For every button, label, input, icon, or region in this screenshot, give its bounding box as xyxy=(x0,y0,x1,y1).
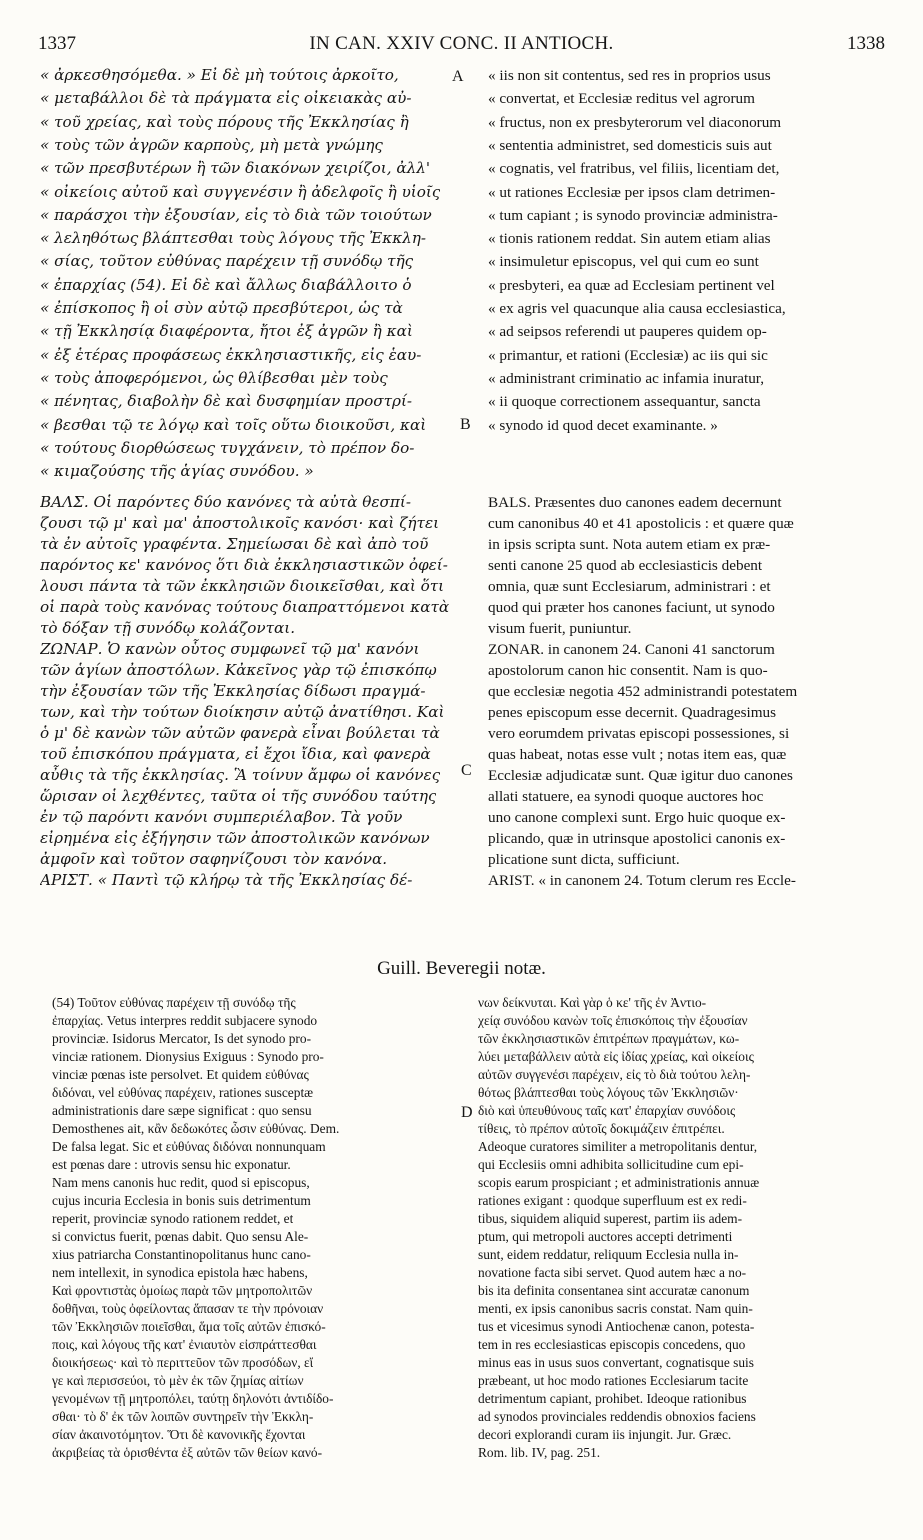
text-line: BALS. Præsentes duo canones eadem decernunt xyxy=(488,494,782,511)
text-line: οἱ παρὰ τοὺς κανόνας τούτους διαπραττόμενοι κατὰ xyxy=(40,598,450,616)
text-line: plicando, quæ in utrinsque apostolici canonis ex- xyxy=(488,830,786,847)
notes-left-column xyxy=(52,994,454,1469)
text-line: « τῶν πρεσβυτέρων ἢ τῶν διακόνων χειρίζοι, ἀλλ' xyxy=(40,159,431,178)
text-line: senti canone 25 quod ab ecclesiasticis debent xyxy=(488,557,763,574)
text-line: « insimuletur episcopus, vel qui cum eo sunt xyxy=(488,253,759,271)
text-line: τῶν ἐκκλησιαστικῶν ἐπιτρέπων πραγμάτων, κω- xyxy=(478,1031,740,1046)
text-line: decori explorandi curam iis injungit. Jur. Græc. xyxy=(478,1427,732,1442)
text-line: ὁ μ' δὲ κανὼν τῶν αὐτῶν φανερὰ εἶναι βούλεται τὰ xyxy=(40,724,440,742)
page-number-right: 1338 xyxy=(847,33,885,54)
text-line: « τοὺς τῶν ἀγρῶν καρποὺς, μὴ μετὰ γνώμης xyxy=(40,135,383,154)
text-line: « fructus, non ex presbyterorum vel diaconorum xyxy=(488,113,782,131)
text-line: σίαν ἀκαινοτόμητον. Ὅτι δὲ κανονικῆς ἔχονται xyxy=(52,1427,306,1442)
text-line: in ipsis scripta sunt. Nota autem etiam ex præ- xyxy=(488,536,771,553)
text-line: νων δείκνυται. Καὶ γὰρ ὁ κε' τῆς ἐν Ἀντιο- xyxy=(478,995,707,1010)
text-line: que ecclesiæ negotia 452 administrandi potestatem xyxy=(488,683,798,700)
text-line: τίθεις, τὸ πρέπον αὐτοῖς δοκιμάζειν ἐπιτρέπει. xyxy=(478,1121,725,1136)
text-line: Nam mens canonis huc redit, quod si episcopus, xyxy=(52,1175,310,1190)
text-line: tibus, siquidem aliquid superest, partim iis adem- xyxy=(478,1211,743,1226)
text-line: Adeoque curatores similiter a metropolitanis dentur, xyxy=(478,1139,758,1154)
text-line: qui Ecclesiis omni adhibita sollicitudine cum epi- xyxy=(478,1157,744,1172)
text-line: « primantur, et rationi (Ecclesiæ) ac iis qui sic xyxy=(488,346,768,364)
text-line: « iis non sit contentus, sed res in proprios usus xyxy=(488,67,771,84)
text-line: « τοῦ χρείας, καὶ τοὺς πόρους τῆς Ἐκκλησίας ἢ xyxy=(40,112,409,131)
text-line: ἀμφοῖν καὶ τοῦτον σαφηνίζουσι τὸν κανόνα. xyxy=(40,850,388,868)
text-line: Ecclesiæ adjudicatæ sunt. Quæ igitur duo canones xyxy=(488,767,793,784)
margin-marker-d: D xyxy=(461,1104,473,1121)
text-line: « κιμαζούσης τῆς ἁγίας συνόδου. » xyxy=(40,462,314,481)
text-line: omnia, quæ sunt Ecclesiarum, administrari : et xyxy=(488,578,771,595)
text-line: « λεληθότως βλάπτεσθαι τοὺς λόγους τῆς Ἐκκλη- xyxy=(40,229,427,248)
text-line: plicatione sunt dicta, sufficiunt. xyxy=(488,851,680,868)
text-line: « tum capiant ; is synodo provinciæ administra- xyxy=(488,206,778,224)
text-line: « ἐπίσκοπος ἢ οἱ σὺν αὐτῷ πρεσβύτεροι, ὡς τὰ xyxy=(40,299,403,317)
greek-commentary xyxy=(40,492,450,902)
text-line: δοθῆναι, τοὺς ὀφείλοντας ἅπασαν τε τὴν πρόνοιαν xyxy=(52,1301,324,1316)
text-line: « ex agris vel quacunque alia causa ecclesiastica, xyxy=(488,300,786,317)
text-line: « ἀρκεσθησόμεθα. » Εἰ δὲ μὴ τούτοις ἀρκοῖτο, xyxy=(40,66,399,84)
text-line: διδόναι, vel εὐθύνας παρέχειν, rationes susceptæ xyxy=(52,1085,314,1100)
text-line: ἐν τῷ παρόντι κανόνι συμπεριέλαβον. Τὰ γοῦν xyxy=(40,808,403,826)
text-line: αὖθις τὰ τῆς ἐκκλησίας. Ἃ τοίνυν ἄμφω οἱ κανόνες xyxy=(40,766,441,784)
page-header xyxy=(38,33,885,57)
text-line: menti, ex ipsis canonibus sacris constat. Nam quin- xyxy=(478,1301,753,1316)
text-line: « synodo id quod decet examinante. » xyxy=(488,416,718,434)
text-line: ptum, qui metropoli auctores accepti detrimenti xyxy=(478,1229,733,1244)
text-line: ἀκριβείας τὰ ὁρισθέντα ἐξ αὐτῶν τῶν θείων κανό- xyxy=(52,1445,323,1460)
text-line: « ut rationes Ecclesiæ per ipsos clam detrimen- xyxy=(488,183,776,201)
text-line: provinciæ. Isidorus Mercator, Is det synodo pro- xyxy=(52,1031,312,1046)
text-line: minus eas in usus suos convertant, cognatisque suis xyxy=(478,1355,754,1370)
text-line: σθαι· τὸ δ' ἐκ τῶν λοιπῶν συντηρεῖν τὴν Ἐκκλη- xyxy=(52,1409,314,1424)
text-line: λουσι πάντα τὰ τῶν ἐκκλησιῶν διοικεῖσθαι, καὶ ὅτι xyxy=(40,577,445,595)
text-line: ΖΩΝΑΡ. Ὁ κανὼν οὗτος συμφωνεῖ τῷ μα' κανόνι xyxy=(40,640,420,658)
text-line: εἰρημένα εἰς ἐξήγησιν τῶν ἀποστολικῶν κανόνων xyxy=(40,829,430,847)
text-line: χείᾳ συνόδου κανὼν τοῖς ἐπισκόποις τὴν ἐξουσίαν xyxy=(478,1013,748,1028)
text-line: quas habeat, notas esse vult ; notas item eas, quæ xyxy=(488,746,787,763)
latin-canon-text xyxy=(488,65,884,495)
page-number-left: 1337 xyxy=(38,33,76,54)
text-line: si convictus fuerit, pœnas dabit. Quo sensu Ale- xyxy=(52,1229,309,1244)
text-line: est pœnas dare : utrovis sensu hic exponatur. xyxy=(52,1157,291,1172)
text-line: Rom. lib. IV, pag. 251. xyxy=(478,1445,601,1460)
text-line: (54) Τοῦτον εὐθύνας παρέχειν τῇ συνόδῳ τῆς xyxy=(52,995,296,1010)
text-line: « παράσχοι τὴν ἐξουσίαν, εἰς τὸ διὰ τῶν τοιούτων xyxy=(40,205,432,224)
text-line: « ἐξ ἑτέρας προφάσεως ἐκκλησιαστικῆς, εἰς ἑαυ- xyxy=(40,345,422,364)
text-line: rationes exigant : quodque superfluum est ex redi- xyxy=(478,1193,747,1208)
text-line: « μεταβάλλοι δὲ τὰ πράγματα εἰς οἰκειακὰς αὐ- xyxy=(40,89,412,108)
text-line: cum canonibus 40 et 41 apostolicis : et quære quæ xyxy=(488,515,794,532)
text-line: « πένητας, διαβολὴν δὲ καὶ δυσφημίαν προστρί- xyxy=(40,392,413,411)
text-line: vinciæ rationem. Dionysius Exiguus : Synodo pro- xyxy=(52,1049,324,1064)
text-line: τῶν Ἐκκλησιῶν ποιεῖσθαι, ἅμα τοῖς αὐτῶν ἐπισκό- xyxy=(52,1319,326,1334)
text-line: tem in res ecclesiasticas episcopis concedens, quo xyxy=(478,1337,746,1352)
text-line: sunt, eidem reddatur, reliquum Ecclesia nulla in- xyxy=(478,1247,739,1262)
text-line: διὸ καὶ ὑπευθύνους ταῖς κατ' ἐπαρχίαν συνόδοις xyxy=(478,1103,736,1118)
latin-commentary xyxy=(488,492,884,902)
text-line: ΑΡΙΣΤ. « Παντὶ τῷ κλήρῳ τὰ τῆς Ἐκκλησίας δέ- xyxy=(40,871,413,889)
text-line: « βεσθαι τῷ τε λόγῳ καὶ τοῖς οὕτω διοικοῦσι, καὶ xyxy=(40,415,427,434)
text-line: scopis earum prospiciant ; et administrationis annuæ xyxy=(478,1175,760,1190)
text-line: penes episcopum esse decernit. Quadragesimus xyxy=(488,704,777,721)
text-line: Demosthenes ait, κἂν δεδωκότες ὦσιν εὐθύνας. Dem. xyxy=(52,1121,340,1136)
text-line: novatione facta sibi servet. Quod autem hæc a no- xyxy=(478,1265,747,1280)
text-line: ARIST. « in canonem 24. Totum clerum res Eccle- xyxy=(488,872,796,889)
text-line: « cognatis, vel fratribus, vel filiis, licentiam det, xyxy=(488,160,780,178)
text-line: « οἰκείοις αὐτοῦ καὶ συγγενέσιν ἢ ἀδελφοῖς ἢ υἱοῖς xyxy=(40,182,441,201)
text-line: ζουσι τῷ μ' καὶ μα' ἀποστολικοῖς κανόσι· καὶ ζήτει xyxy=(40,514,440,532)
text-line: τὸ δόξαν τῇ συνόδῳ κολάζονται. xyxy=(40,619,296,637)
text-line: allati statuere, ea synodi quoque auctores hoc xyxy=(488,788,764,805)
text-line: « σίας, τοῦτον εὐθύνας παρέχειν τῇ συνόδῳ τῆς xyxy=(40,252,414,271)
text-line: ποις, καὶ λόγους τῆς κατ' ἐνιαυτὸν εἰσπράττεσθαι xyxy=(52,1337,317,1352)
text-line: των, καὶ τὴν τούτων διοίκησιν αὐτῷ ἀνατίθησι. Καὶ xyxy=(40,703,445,721)
text-line: ZONAR. in canonem 24. Canoni 41 sanctorum xyxy=(488,641,775,658)
text-line: præbeant, ut hoc modo rationes Ecclesiarum tacite xyxy=(478,1373,749,1388)
margin-marker-a: A xyxy=(452,68,464,85)
text-line: « ii quoque correctionem assequantur, sancta xyxy=(488,393,761,411)
text-line: « administrant criminatio ac infamia inuratur, xyxy=(488,369,765,387)
text-line: « ad seipsos referendi ut pauperes quidem op- xyxy=(488,323,767,341)
text-line: λύει μεταβάλλειν αὐτὰ εἰς ἰδίας χρείας, καὶ οἰκείοις xyxy=(478,1049,754,1064)
text-line: παρόντος κε' κανόνος ὅτι διὰ ἐκκλησιαστικῶν ὀφεί- xyxy=(40,556,448,574)
text-line: « tionis rationem reddat. Sin autem etiam alias xyxy=(488,230,771,248)
text-line: vero eorumdem privatas episcopi possessiones, si xyxy=(488,725,790,742)
notes-title: Guill. Beveregii notæ. xyxy=(377,958,546,979)
text-line: quod qui præter hos canones faciunt, ut synodo xyxy=(488,599,775,616)
running-title: IN CAN. XXIV CONC. II ANTIOCH. xyxy=(309,33,614,54)
text-line: « convertat, et Ecclesiæ reditus vel agrorum xyxy=(488,90,755,108)
greek-canon-text xyxy=(40,65,448,495)
text-line: Καὶ φροντιστὰς ὁμοίως παρὰ τῶν μητροπολιτῶν xyxy=(52,1283,313,1298)
text-line: xius patriarcha Constantinopolitanus hunc cano- xyxy=(52,1247,311,1262)
text-line: ad synodos provinciales reddendis obnoxios faciens xyxy=(478,1409,756,1424)
text-line: ὥρισαν οἱ λεχθέντες, ταῦτα οἱ τῆς συνόδου ταύτης xyxy=(40,787,437,805)
text-line: τοῦ ἐπισκόπου πράγματα, εἰ ἔχοι ἴδια, καὶ φανερὰ xyxy=(40,745,431,763)
text-line: nem intellexit, in synodica epistola hæc habens, xyxy=(52,1265,308,1280)
text-line: τῶν ἁγίων ἀποστόλων. Κἀκεῖνος γὰρ τῷ ἐπισκόπῳ xyxy=(40,661,437,679)
text-line: administrationis dare sæpe significat : quo sensu xyxy=(52,1103,312,1118)
text-line: cujus incuria Ecclesia in bonis suis detrimentum xyxy=(52,1193,311,1208)
text-line: bis ita definita consentanea sint accuratæ canonum xyxy=(478,1283,750,1298)
text-line: γενομένων τῇ μητροπόλει, ταύτῃ δηλονότι ἀντιδίδο- xyxy=(52,1391,334,1406)
text-line: « presbyteri, ea quæ ad Ecclesiam pertinent vel xyxy=(488,276,775,294)
text-line: uno canone complexi sunt. Ergo huic quoque ex- xyxy=(488,809,786,826)
text-line: visum fuerit, puniuntur. xyxy=(488,620,632,637)
text-line: « τῇ Ἐκκλησίᾳ διαφέροντα, ἤτοι ἐξ ἀγρῶν ἢ καὶ xyxy=(40,322,413,341)
text-line: « τούτους διορθώσεως τυγχάνειν, τὸ πρέπον δο- xyxy=(40,438,415,457)
text-line: τὰ ἐν αὐτοῖς γραφέντα. Σημείωσαι δὲ καὶ ἀπὸ τοῦ xyxy=(40,535,429,553)
margin-marker-b: B xyxy=(460,416,471,433)
notes-right-column xyxy=(478,994,884,1469)
text-line: De falsa legat. Sic et εὐθύνας διδόναι nonnunquam xyxy=(52,1139,326,1154)
text-line: apostolorum canon hic consentit. Nam is quo- xyxy=(488,662,768,679)
text-line: tus et vicesimus synodi Antiochenæ canon, potesta- xyxy=(478,1319,755,1334)
text-line: « ἐπαρχίας (54). Εἰ δὲ καὶ ἄλλως διαβάλλοιτο ὁ xyxy=(40,275,412,294)
text-line: θότως βλάπτεσθαι τοὺς λόγους τῶν Ἐκκλησιῶν· xyxy=(478,1085,739,1100)
text-line: reperit, provinciæ synodo rationem reddet, et xyxy=(52,1211,294,1226)
text-line: διοικήσεως· καὶ τὸ περιττεῦον τῶν προσόδων, εἴ xyxy=(52,1355,314,1370)
text-line: « τοὺς ἀποφερόμενοι, ὡς θλίβεσθαι μὲν τοὺς xyxy=(40,368,388,387)
text-line: detrimentum capiant, prohibet. Ideoque rationibus xyxy=(478,1391,747,1406)
text-line: « sententia administret, sed domesticis suis aut xyxy=(488,136,772,154)
text-line: ἐπαρχίας. Vetus interpres reddit subjacere synodo xyxy=(52,1013,318,1028)
text-line: αὐτῶν συγγενέσι παρέχειν, εἰς τὸ διὰ τούτου λελη- xyxy=(478,1067,751,1082)
text-line: ΒΑΛΣ. Οἱ παρόντες δύο κανόνες τὰ αὐτὰ θεσπί- xyxy=(40,493,411,511)
text-line: vinciæ pœnas iste persolvet. Et quidem εὐθύνας xyxy=(52,1067,309,1082)
margin-marker-c: C xyxy=(461,762,472,779)
text-line: γε καὶ περισσεύοι, τὸ μὲν ἐκ τῶν ζημίας αἰτίων xyxy=(52,1373,304,1388)
text-line: τὴν ἐξουσίαν τῶν τῆς Ἐκκλησίας δίδωσι πραγμά- xyxy=(40,682,426,700)
